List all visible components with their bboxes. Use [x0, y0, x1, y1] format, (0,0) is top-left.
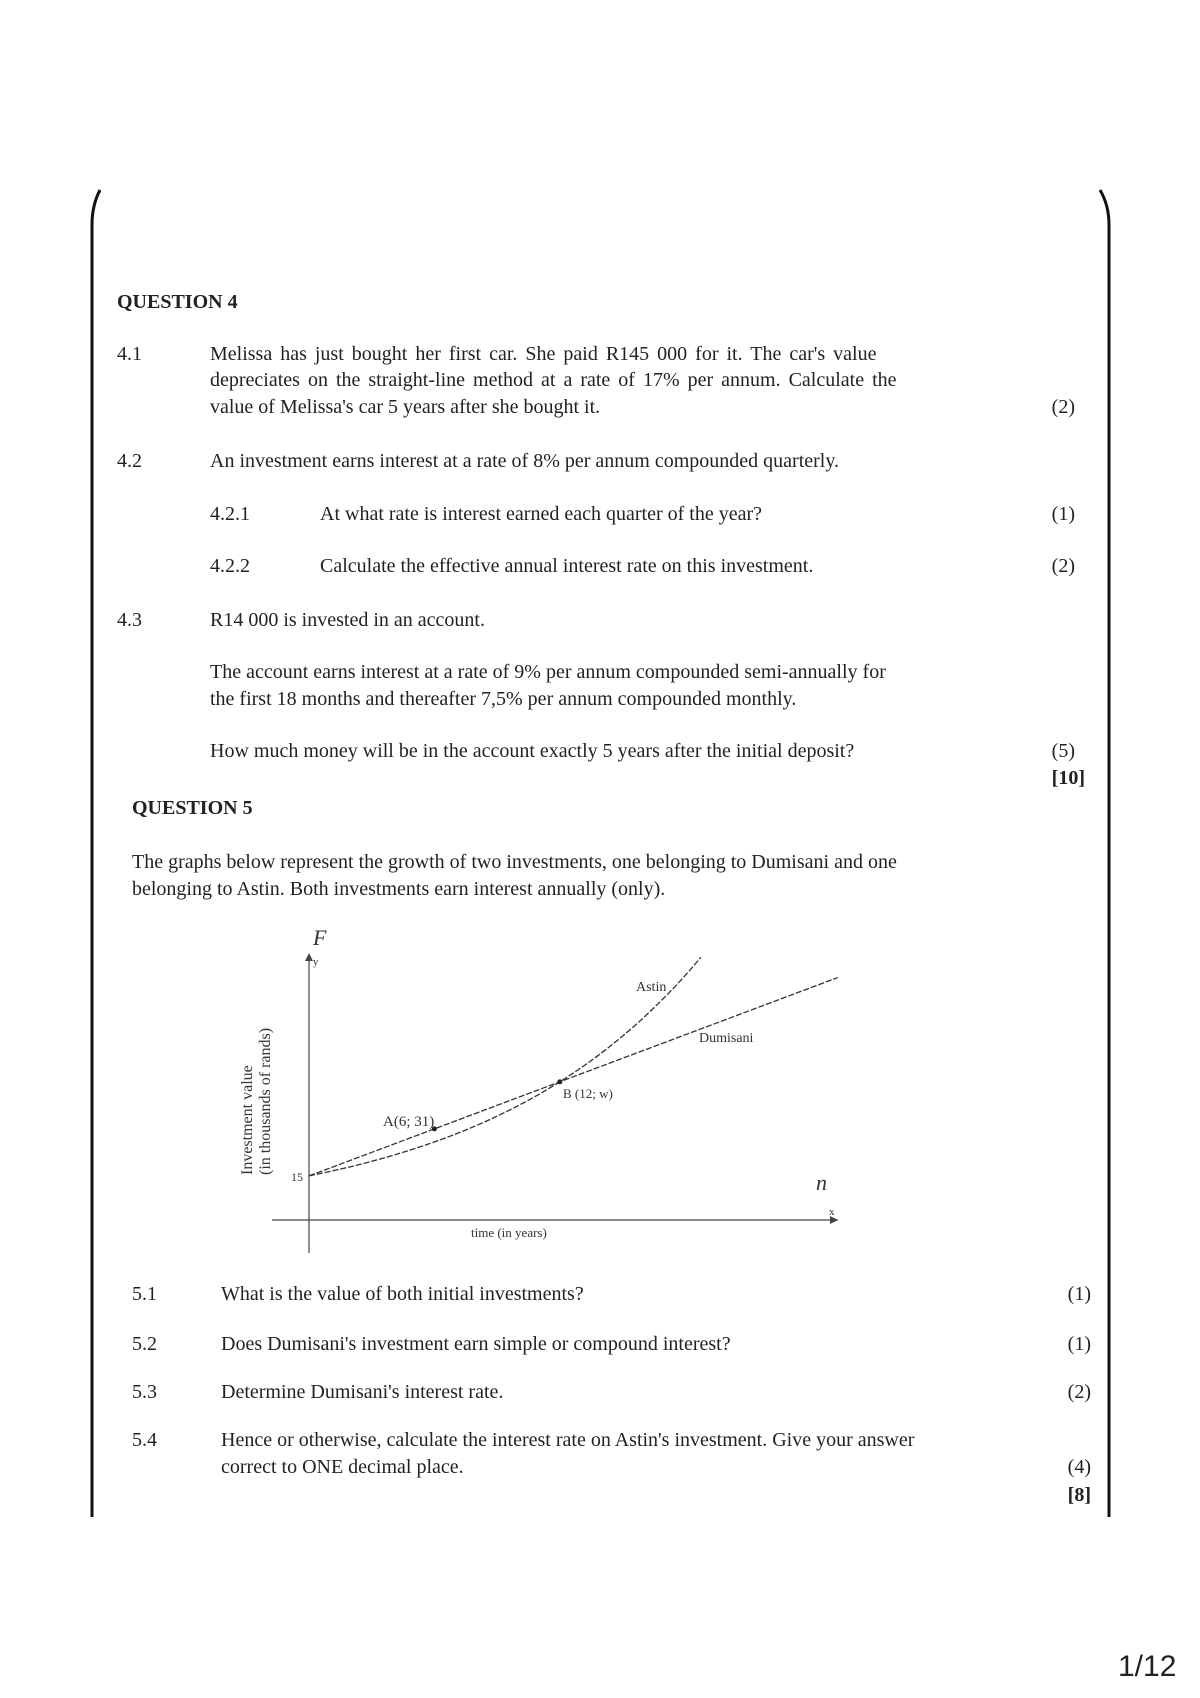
page-number: 1/12: [1118, 1650, 1177, 1683]
point-a-label: A(6; 31): [383, 1114, 435, 1130]
q422-marks: (2): [1051, 555, 1075, 577]
q54-number: 5.4: [132, 1429, 157, 1451]
q54-line-1: Hence or otherwise, calculate the interest rate on Astin's investment. Give your answer: [221, 1429, 915, 1451]
y-axis-arrow: [305, 953, 313, 961]
q5-intro-line-1: The graphs below represent the growth of two investments, one belonging to Dumisani and one: [132, 851, 897, 873]
q43-text: R14 000 is invested in an account.: [210, 609, 485, 631]
q41-marks: (2): [1051, 396, 1075, 418]
x-axis-label: time (in years): [471, 1225, 547, 1240]
q421-text: At what rate is interest earned each quarter of the year?: [320, 503, 762, 525]
q42-text: An investment earns interest at a rate of 8% per annum compounded quarterly.: [210, 450, 840, 472]
q51-marks: (1): [1067, 1283, 1091, 1305]
y-axis-label-line2: (in thousands of rands): [257, 1027, 274, 1175]
q51-number: 5.1: [132, 1283, 157, 1305]
q54-marks: (4): [1067, 1456, 1091, 1478]
q41-number: 4.1: [117, 343, 142, 365]
dumisani-label: Dumisani: [699, 1031, 754, 1046]
question-4-heading: QUESTION 4: [117, 291, 238, 313]
astin-label: Astin: [636, 980, 667, 995]
q422-number: 4.2.2: [210, 555, 250, 577]
y-intercept-label: 15: [291, 1170, 303, 1184]
q41-line-2: depreciates on the straight-line method at a rate of 17% per annum. Calculate the: [210, 369, 897, 391]
q421-marks: (1): [1051, 503, 1075, 525]
q43-para-line-1: The account earns interest at a rate of 9% per annum compounded semi-annually for: [210, 661, 886, 683]
q53-text: Determine Dumisani's interest rate.: [221, 1381, 504, 1403]
q421-number: 4.2.1: [210, 503, 250, 525]
point-b: [557, 1079, 562, 1084]
q4-total: [10]: [1051, 767, 1085, 789]
q5-total: [8]: [1067, 1484, 1091, 1506]
dumisani-line: [309, 978, 838, 1176]
q41-line-3: value of Melissa's car 5 years after she bought it.: [210, 396, 601, 418]
left-bracket: [92, 190, 100, 1517]
q422-text: Calculate the effective annual interest rate on this investment.: [320, 555, 814, 577]
q51-text: What is the value of both initial investments?: [221, 1283, 584, 1305]
q41-line-1: Melissa has just bought her first car. She paid R145 000 for it. The car's value: [210, 343, 877, 365]
y-axis-letter: y: [313, 956, 319, 968]
q43-para-line-2: the first 18 months and thereafter 7,5% per annum compounded monthly.: [210, 688, 797, 710]
q5-intro-line-2: belonging to Astin. Both investments earn interest annually (only).: [132, 878, 666, 900]
investment-chart: [239, 925, 838, 1253]
q42-number: 4.2: [117, 450, 142, 472]
q53-marks: (2): [1067, 1381, 1091, 1403]
y-axis-label-line1: Investment value: [239, 1065, 256, 1175]
q52-marks: (1): [1067, 1333, 1091, 1355]
q54-line-2: correct to ONE decimal place.: [221, 1456, 464, 1478]
right-bracket: [1100, 190, 1109, 1517]
q43-number: 4.3: [117, 609, 142, 631]
q43-question: How much money will be in the account exactly 5 years after the initial deposit?: [210, 740, 855, 762]
q53-number: 5.3: [132, 1381, 157, 1403]
q52-number: 5.2: [132, 1333, 157, 1355]
q43-marks: (5): [1051, 740, 1075, 762]
question-5-heading: QUESTION 5: [132, 797, 253, 819]
y-axis-symbol: F: [313, 925, 327, 950]
x-axis-letter: x: [829, 1206, 835, 1218]
point-b-label: B (12; w): [563, 1086, 613, 1101]
x-axis-symbol: n: [816, 1170, 827, 1195]
q52-text: Does Dumisani's investment earn simple or compound interest?: [221, 1333, 731, 1355]
